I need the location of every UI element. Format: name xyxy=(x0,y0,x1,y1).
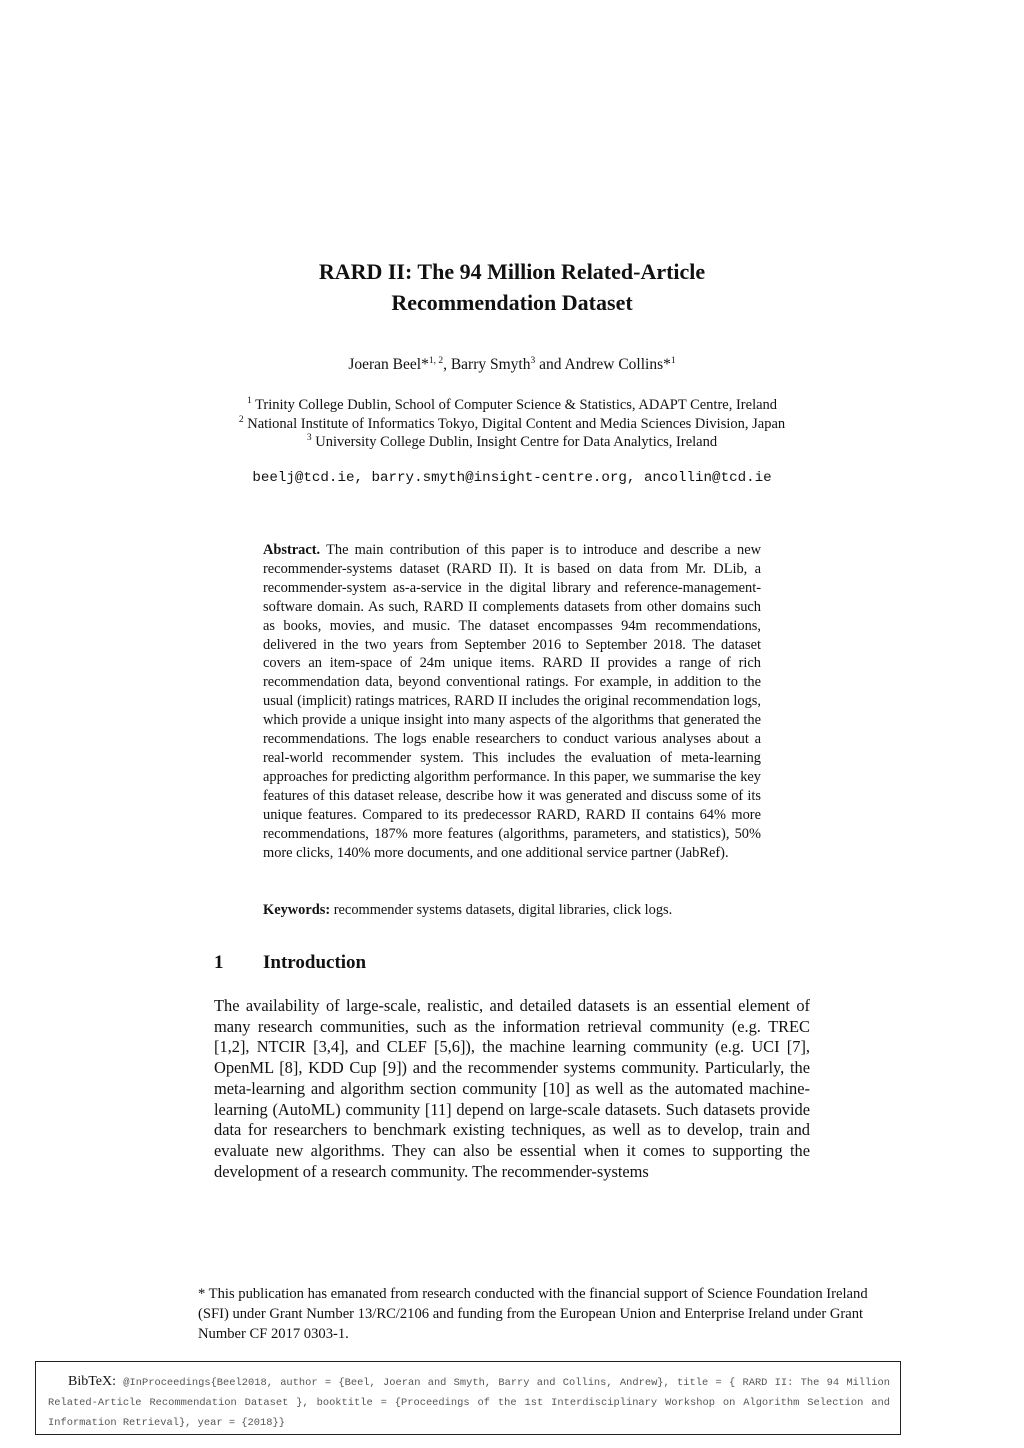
introduction-paragraph: The availability of large-scale, realistic, and detailed datasets is an essential element of many research communities, such as the information retrieval community (e.g. TREC [1,2], NTCIR [3,4], and CLEF [5,6]), the machine learning community (e.g. UCI [7], OpenML [8], KDD Cup [9]) and the recommender systems community. Particularly, the meta-learning and algorithm section community [10] as well as the automated machine-learning (AutoML) community [11] depend on large-scale datasets. Such datasets provide data for researchers to benchmark existing techniques, as well as to develop, train and evaluate new algorithms. They can also be essential when it comes to supporting the development of a research community. The recommender-systems xyxy=(214,996,810,1181)
author-affiliation-marker: 1 xyxy=(670,356,676,366)
bibtex-entry: @InProceedings{Beel2018, author = {Beel, Joeran and Smyth, Barry and Collins, Andrew}, title = { RARD II: The 94 Million Related-Article Recommendation Dataset }, booktitle = {Proceedings of the 1st Interdisciplinary Workshop on Algorithm Selection and Information Retrieval}, year = {2018}} xyxy=(48,1377,890,1429)
author-name: Andrew Collins* xyxy=(564,356,671,373)
abstract-label: Abstract. xyxy=(263,542,321,558)
author-affiliation-marker: 3 xyxy=(530,356,536,366)
author-name: Barry Smyth xyxy=(450,356,531,373)
affiliation-text: Trinity College Dublin, School of Computer Science & Statistics, ADAPT Centre, Ireland xyxy=(255,397,778,413)
author-name: Joeran Beel* xyxy=(348,356,429,373)
paper-title-line-1: RARD II: The 94 Million Related-Article xyxy=(318,259,706,284)
paper-title-line-2: Recommendation Dataset xyxy=(391,290,633,315)
affiliation-line xyxy=(160,415,864,434)
author-emails: beelj@tcd.ie, barry.smyth@insight-centre.org, ancollin@tcd.ie xyxy=(252,470,772,486)
section-number: 1 xyxy=(214,952,224,973)
section-title: Introduction xyxy=(263,952,367,973)
paper-title xyxy=(212,256,812,318)
affiliation-marker: 1 xyxy=(246,396,252,406)
author-separator: , xyxy=(443,356,451,373)
keywords xyxy=(263,901,761,920)
funding-footnote: * This publication has emanated from research conducted with the financial support of Science Foundation Ireland (SFI) under Grant Number 13/RC/2106 and funding from the European Union and Enterprise Ireland under Grant Number CF 2017 0303-1. xyxy=(198,1286,868,1342)
author-list xyxy=(212,356,812,374)
keywords-label: Keywords: xyxy=(263,902,331,918)
section-heading xyxy=(214,952,366,974)
abstract-text: The main contribution of this paper is to introduce and describe a new recommender-systems dataset (RARD II). It is based on data from Mr. DLib, a recommender-system as-a-service in the digital library and reference-management-software domain. As such, RARD II complements datasets from other domains such as books, movies, and music. The dataset encompasses 94m recommendations, delivered in the two years from September 2016 to September 2018. The dataset covers an item-space of 24m unique items. RARD II provides a range of rich recommendation data, beyond conventional ratings. For example, in addition to the usual (implicit) ratings matrices, RARD II includes the original recommendation logs, which provide a unique insight into many aspects of the algorithms that generated the recommendations. The logs enable researchers to conduct various analyses about a real-world recommender system. This includes the evaluation of meta-learning approaches for predicting algorithm performance. In this paper, we summarise the key features of this dataset release, describe how it was generated and discuss some of its unique features. Compared to its predecessor RARD, RARD II contains 64% more recommendations, 187% more features (algorithms, parameters, and statistics), 50% more clicks, 140% more documents, and one additional service partner (JabRef). xyxy=(263,542,761,861)
affiliation-list xyxy=(160,396,864,452)
affiliation-line xyxy=(160,433,864,452)
author-affiliation-marker: 1, 2 xyxy=(428,356,444,366)
bibtex-label: BibTeX: xyxy=(68,1374,117,1389)
abstract xyxy=(263,541,761,862)
bibtex-box xyxy=(35,1361,901,1435)
affiliation-text: University College Dublin, Insight Centre for Data Analytics, Ireland xyxy=(315,434,718,450)
affiliation-marker: 3 xyxy=(306,433,312,443)
author-separator: and xyxy=(535,356,565,373)
keywords-text: recommender systems datasets, digital libraries, click logs. xyxy=(330,902,673,918)
affiliation-marker: 2 xyxy=(238,414,244,425)
affiliation-text: National Institute of Informatics Tokyo, Digital Content and Media Sciences Division, Japan xyxy=(247,415,786,432)
affiliation-line xyxy=(160,396,864,415)
